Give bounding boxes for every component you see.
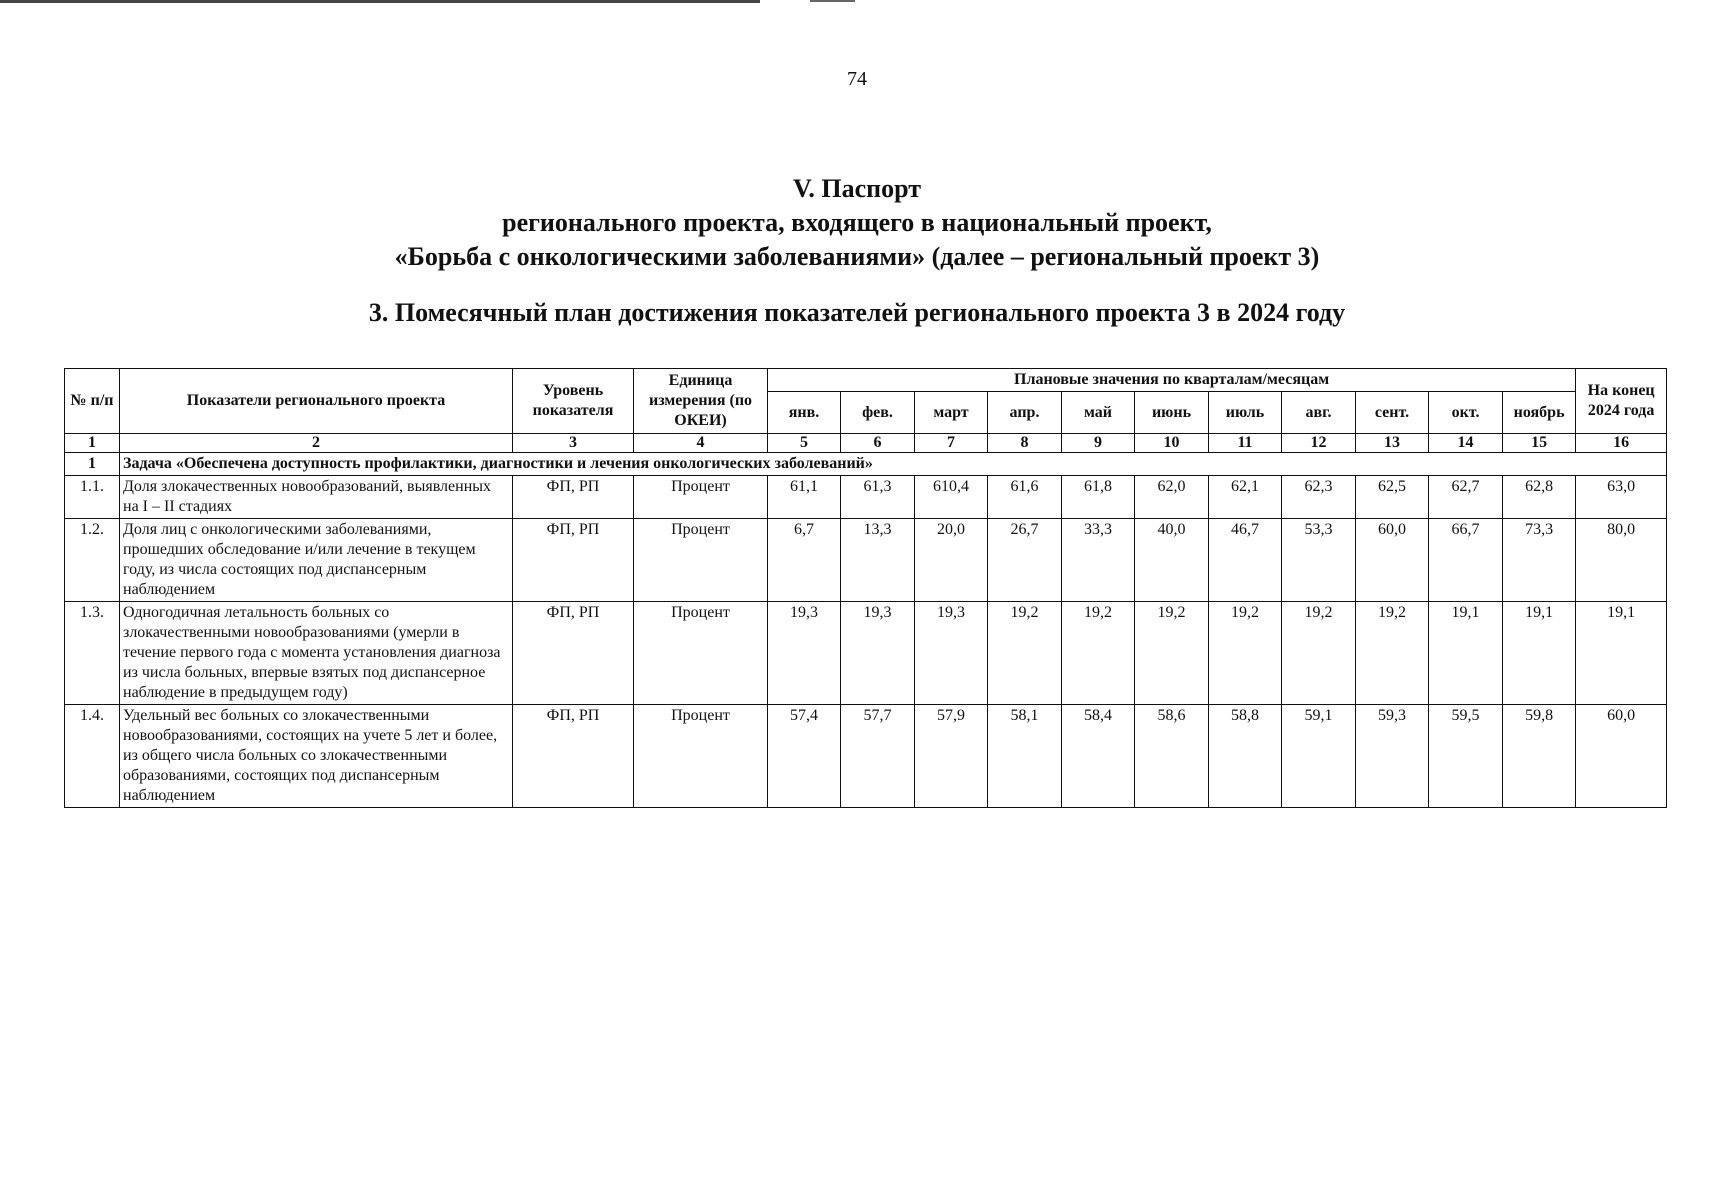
- row-month-value: 59,5: [1429, 705, 1503, 808]
- column-number: 7: [915, 434, 988, 453]
- table-row: [65, 476, 1667, 519]
- row-month-value: 19,2: [1209, 602, 1282, 705]
- column-number: 12: [1282, 434, 1356, 453]
- row-month-value: 58,8: [1209, 705, 1282, 808]
- row-month-value: 59,1: [1282, 705, 1356, 808]
- header-indicator: Показатели регионального проекта: [120, 369, 513, 434]
- row-month-value: 62,3: [1282, 476, 1356, 519]
- row-month-value: 57,7: [841, 705, 915, 808]
- row-month-value: 53,3: [1282, 519, 1356, 602]
- column-number: 8: [988, 434, 1062, 453]
- row-month-value: 19,2: [1062, 602, 1135, 705]
- row-num: 1.4.: [65, 705, 120, 808]
- row-unit: Процент: [634, 519, 768, 602]
- row-month-value: 19,3: [841, 602, 915, 705]
- row-unit: Процент: [634, 705, 768, 808]
- task-row: [65, 453, 1667, 476]
- row-end-value: 63,0: [1576, 476, 1667, 519]
- task-num: 1: [65, 453, 120, 476]
- row-month-value: 59,8: [1503, 705, 1576, 808]
- header-plan: Плановые значения по кварталам/месяцам: [768, 369, 1576, 392]
- row-month-value: 61,6: [988, 476, 1062, 519]
- section-title: 3. Помесячный план достижения показателей регионального проекта 3 в 2024 году: [368, 298, 1346, 327]
- row-month-value: 62,1: [1209, 476, 1282, 519]
- row-month-value: 61,1: [768, 476, 841, 519]
- header-month: авг.: [1282, 392, 1356, 434]
- row-indicator-name: Одногодичная летальность больных со злокачественными новообразованиями (умерли в течение первого года с момента установления диагноза из числа больных, впервые взятых под диспансерное наблюдение в предыдущем году): [120, 602, 513, 705]
- row-month-value: 58,4: [1062, 705, 1135, 808]
- title-line-1: V. Паспорт: [792, 174, 922, 203]
- row-month-value: 62,8: [1503, 476, 1576, 519]
- row-end-value: 80,0: [1576, 519, 1667, 602]
- header-level: Уровень показателя: [513, 369, 634, 434]
- row-month-value: 13,3: [841, 519, 915, 602]
- row-month-value: 19,2: [988, 602, 1062, 705]
- row-end-value: 19,1: [1576, 602, 1667, 705]
- row-month-value: 66,7: [1429, 519, 1503, 602]
- row-month-value: 73,3: [1503, 519, 1576, 602]
- row-num: 1.1.: [65, 476, 120, 519]
- row-month-value: 59,3: [1356, 705, 1429, 808]
- header-month: июнь: [1135, 392, 1209, 434]
- row-month-value: 26,7: [988, 519, 1062, 602]
- row-indicator-name: Доля злокачественных новообразований, выявленных на I – II стадиях: [120, 476, 513, 519]
- task-text: Задача «Обеспечена доступность профилактики, диагностики и лечения онкологических заболеваний»: [120, 453, 1667, 476]
- title-line-3: «Борьба с онкологическими заболеваниями» (далее – региональный проект 3): [394, 242, 1320, 271]
- row-level: ФП, РП: [513, 519, 634, 602]
- row-level: ФП, РП: [513, 705, 634, 808]
- column-number: 4: [634, 434, 768, 453]
- scan-artifact: [810, 0, 855, 2]
- row-unit: Процент: [634, 476, 768, 519]
- scan-artifact: [0, 0, 760, 3]
- row-level: ФП, РП: [513, 602, 634, 705]
- row-month-value: 40,0: [1135, 519, 1209, 602]
- row-month-value: 62,7: [1429, 476, 1503, 519]
- row-month-value: 19,3: [915, 602, 988, 705]
- row-month-value: 19,2: [1356, 602, 1429, 705]
- column-number: 10: [1135, 434, 1209, 453]
- table-row: [65, 705, 1667, 808]
- column-number: 3: [513, 434, 634, 453]
- row-month-value: 57,9: [915, 705, 988, 808]
- row-indicator-name: Доля лиц с онкологическими заболеваниями, прошедших обследование и/или лечение в текущем году, из числа состоящих под диспансерным наблюдением: [120, 519, 513, 602]
- row-month-value: 61,3: [841, 476, 915, 519]
- column-number: 13: [1356, 434, 1429, 453]
- table-row: [65, 602, 1667, 705]
- row-unit: Процент: [634, 602, 768, 705]
- row-month-value: 61,8: [1062, 476, 1135, 519]
- header-month: март: [915, 392, 988, 434]
- row-month-value: 19,2: [1282, 602, 1356, 705]
- header-month: сент.: [1356, 392, 1429, 434]
- row-num: 1.3.: [65, 602, 120, 705]
- header-end: На конец 2024 года: [1576, 369, 1667, 434]
- column-number: 11: [1209, 434, 1282, 453]
- column-number: 16: [1576, 434, 1667, 453]
- header-month: ноябрь: [1503, 392, 1576, 434]
- row-month-value: 58,6: [1135, 705, 1209, 808]
- header-month: янв.: [768, 392, 841, 434]
- page-number: 74: [847, 68, 867, 90]
- row-month-value: 19,1: [1429, 602, 1503, 705]
- row-month-value: 46,7: [1209, 519, 1282, 602]
- column-number: 15: [1503, 434, 1576, 453]
- row-month-value: 20,0: [915, 519, 988, 602]
- header-month: апр.: [988, 392, 1062, 434]
- indicator-plan-table: [64, 368, 1667, 808]
- row-month-value: 19,3: [768, 602, 841, 705]
- title-line-2: регионального проекта, входящего в национальный проект,: [502, 208, 1212, 237]
- row-month-value: 33,3: [1062, 519, 1135, 602]
- row-month-value: 62,0: [1135, 476, 1209, 519]
- column-number: 6: [841, 434, 915, 453]
- header-unit: Единица измерения (по ОКЕИ): [634, 369, 768, 434]
- row-month-value: 19,1: [1503, 602, 1576, 705]
- row-month-value: 62,5: [1356, 476, 1429, 519]
- header-month: фев.: [841, 392, 915, 434]
- row-level: ФП, РП: [513, 476, 634, 519]
- header-num: № п/п: [65, 369, 120, 434]
- row-num: 1.2.: [65, 519, 120, 602]
- header-month: май: [1062, 392, 1135, 434]
- row-month-value: 58,1: [988, 705, 1062, 808]
- row-month-value: 57,4: [768, 705, 841, 808]
- column-number: 2: [120, 434, 513, 453]
- row-month-value: 6,7: [768, 519, 841, 602]
- row-indicator-name: Удельный вес больных со злокачественными новообразованиями, состоящих на учете 5 лет и более, из общего числа больных со злокачественными образованиями, состоящих под диспансерным наблюдением: [120, 705, 513, 808]
- column-number: 5: [768, 434, 841, 453]
- header-month: окт.: [1429, 392, 1503, 434]
- row-month-value: 610,4: [915, 476, 988, 519]
- column-number: 9: [1062, 434, 1135, 453]
- table-row: [65, 519, 1667, 602]
- header-month: июль: [1209, 392, 1282, 434]
- row-month-value: 60,0: [1356, 519, 1429, 602]
- column-number: 1: [65, 434, 120, 453]
- title-block: [0, 172, 1714, 330]
- row-end-value: 60,0: [1576, 705, 1667, 808]
- column-number: 14: [1429, 434, 1503, 453]
- row-month-value: 19,2: [1135, 602, 1209, 705]
